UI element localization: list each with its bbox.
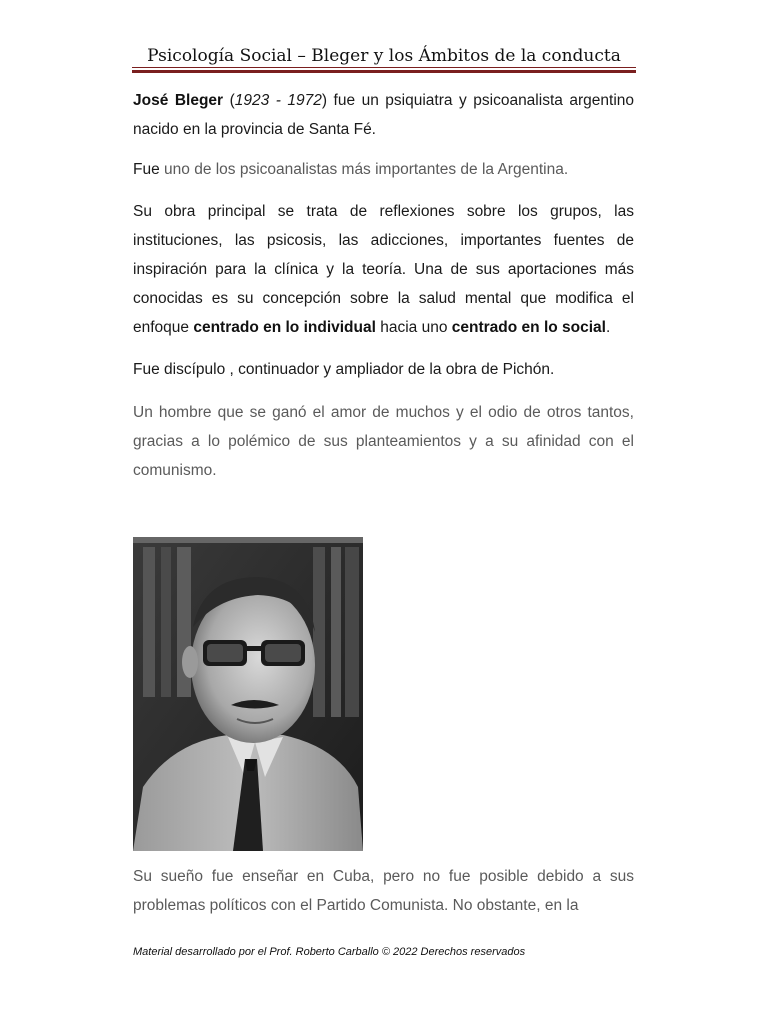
main-work-text-c: . — [605, 319, 611, 336]
importance-rest: uno de los psicoanalistas más importantes de la Argentina. — [159, 161, 569, 178]
portrait-photo — [133, 537, 363, 851]
paragraph-disciple — [133, 355, 634, 384]
intro-rest: ) fue un psiquiatra y psicoanalista argentino nacido en la provincia de Santa Fé. — [133, 92, 634, 138]
main-work-text-b: hacia uno — [375, 319, 452, 336]
person-name: José Bleger — [133, 92, 224, 109]
portrait-illustration — [133, 537, 363, 851]
importance-lead: Fue — [133, 161, 160, 178]
cuba-text: Su sueño fue enseñar en Cuba, pero no fue posible debido a sus problemas políticos con el Partido Comunista. No obstante, en la — [133, 868, 634, 914]
main-work-bold-individual: centrado en lo individual — [193, 319, 376, 336]
page-footer: Material desarrollado por el Prof. Roberto Carballo © 2022 Derechos reservados — [133, 946, 526, 958]
main-work-text-a: Su obra principal se trata de reflexiones sobre los grupos, las instituciones, las psicosis, las adicciones, importantes fuentes de inspiración para la clínica y la teoría. Una de sus aportaciones más conocidas es su concepción sobre la salud mental que modifica el enfoque — [133, 203, 634, 336]
main-work-bold-social: centrado en lo social — [451, 319, 606, 336]
paragraph-intro — [133, 86, 634, 144]
paragraph-importance — [133, 155, 634, 184]
life-dates: 1923 - 1972 — [234, 92, 322, 109]
page-header-title: Psicología Social – Bleger y los Ámbitos de la conducta — [147, 46, 621, 66]
disciple-text: Fue discípulo , continuador y ampliador de la obra de Pichón. — [133, 361, 555, 378]
header-rule-thick — [132, 70, 636, 73]
paragraph-cuba — [133, 862, 634, 920]
paragraph-main-work — [133, 197, 634, 342]
header-rule-thin — [132, 67, 636, 68]
reputation-text: Un hombre que se ganó el amor de muchos y el odio de otros tantos, gracias a lo polémico de sus planteamientos y a su afinidad con el comunismo. — [133, 404, 634, 479]
open-paren: ( — [223, 92, 235, 109]
paragraph-reputation — [133, 398, 634, 485]
